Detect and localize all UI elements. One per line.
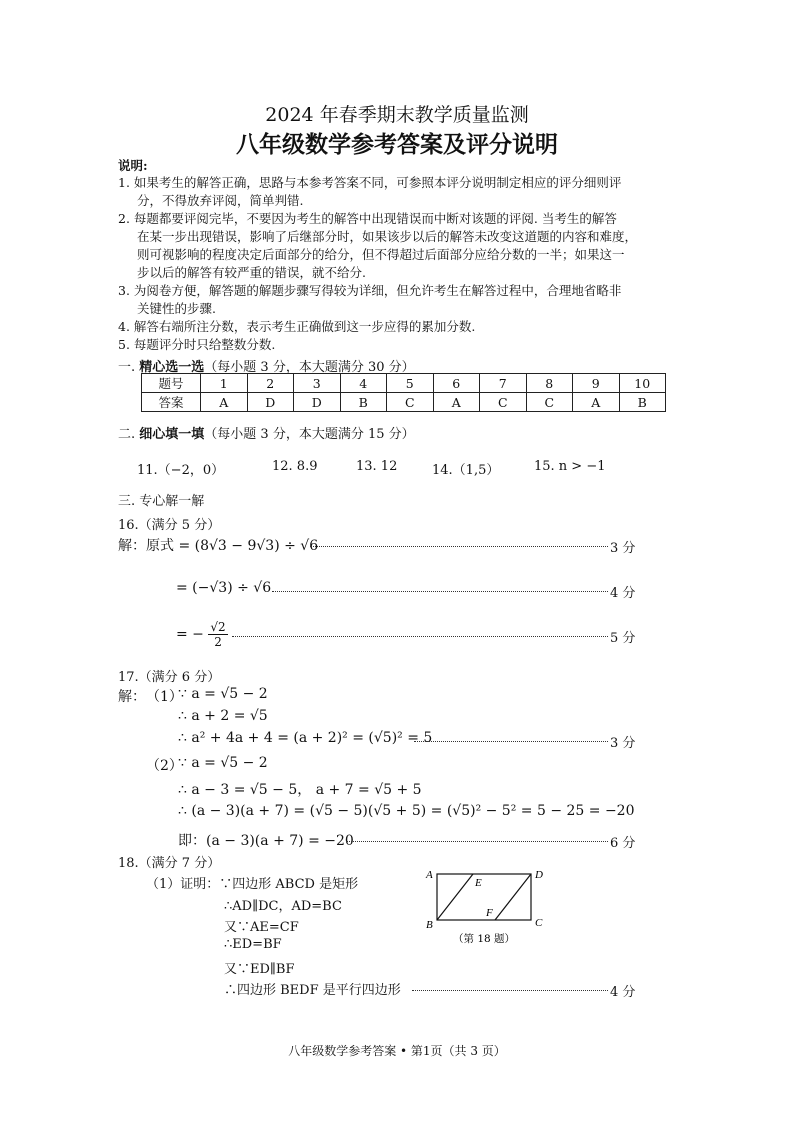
q17-p2-line1: ∵ a = √5 − 2: [178, 755, 268, 771]
exam-subtitle: 2024 年春季期末教学质量监测: [265, 104, 529, 126]
answer-cell: B: [340, 393, 387, 412]
segment-fd: [495, 874, 531, 920]
question-number: 8: [526, 374, 573, 393]
section2-title: 细心填一填: [139, 427, 205, 442]
q16-step1: [118, 535, 318, 555]
q16-expr1: (8√3 − 9√3) ÷ √6: [194, 538, 319, 554]
label-f: F: [486, 907, 493, 919]
answer-table-row-numbers: [142, 374, 666, 393]
q18-figure: [423, 866, 553, 946]
q16-head: 16.（满分 5 分）: [118, 518, 221, 533]
note-cont: 关键性的步骤.: [137, 301, 216, 316]
note-line: 2. 每题都要评阅完毕，不要因为考生的解答中出现错误而中断对该题的评阅. 当考生的解答: [118, 211, 617, 226]
notes-label: 说明:: [118, 158, 148, 173]
answer-cell: A: [433, 393, 480, 412]
q18-line1: （1）证明：∵四边形 ABCD 是矩形: [146, 877, 359, 892]
fill-answer-12: 12. 8.9: [272, 459, 318, 474]
question-number: 1: [201, 374, 248, 393]
q17-score2: 6 分: [610, 836, 636, 851]
rectangle-abcd: [437, 874, 531, 920]
note-cont: 分，不得放弃评阅，简单判错.: [137, 193, 304, 208]
section1-prefix: 一.: [118, 360, 140, 375]
question-number: 7: [480, 374, 527, 393]
q17-jie: 解：: [118, 689, 146, 705]
section2-prefix: 二.: [118, 427, 140, 442]
section3-heading: 三. 专心解一解: [118, 494, 205, 509]
q16-fraction: [208, 620, 227, 649]
leader-dots: [346, 841, 608, 842]
question-number: 5: [387, 374, 434, 393]
segment-be: [437, 874, 473, 920]
q17-p2-line4: 即：(a − 3)(a + 7) = −20: [178, 833, 354, 849]
page-footer: 八年级数学参考答案 • 第1页（共 3 页）: [288, 1044, 506, 1058]
leader-dots: [232, 636, 608, 637]
q18-line4: ∴ED=BF: [224, 937, 282, 952]
section2-heading: [118, 423, 415, 442]
q18-line3: 又∵AE=CF: [224, 920, 299, 935]
question-number: 6: [433, 374, 480, 393]
question-number: 10: [619, 374, 666, 393]
q17-p2-line3: ∴ (a − 3)(a + 7) = (√5 − 5)(√5 + 5) = (√5)² − 5² = 5 − 25 = −20: [178, 803, 635, 819]
fill-answer-11: 11.（−2，0）: [137, 463, 225, 478]
row-label-answer: 答案: [142, 393, 201, 412]
answer-cell: C: [480, 393, 527, 412]
question-number: 3: [294, 374, 341, 393]
q16-score1: 3 分: [610, 541, 636, 556]
row-label-question: 题号: [142, 374, 201, 393]
page-title: 八年级数学参考答案及评分说明: [236, 132, 558, 158]
answer-cell: D: [247, 393, 294, 412]
label-d: D: [535, 869, 543, 881]
fill-answer-14: 14.（1,5）: [432, 463, 500, 478]
answer-cell: A: [201, 393, 248, 412]
leader-dots: [310, 546, 608, 547]
q17-head: 17.（满分 6 分）: [118, 670, 221, 685]
fraction-denominator: 2: [214, 635, 222, 649]
q16-step3: [176, 620, 228, 649]
answer-table-row-answers: [142, 393, 666, 412]
answer-cell: C: [526, 393, 573, 412]
q18-score: 4 分: [610, 985, 636, 1000]
label-e: E: [475, 877, 482, 889]
note-cont: 在某一步出现错误，影响了后继部分时，如果该步以后的解答未改变这道题的内容和难度，: [137, 229, 638, 244]
answer-cell: B: [619, 393, 666, 412]
q17-p1-line3: ∴ a² + 4a + 4 = (a + 2)² = (√5)² = 5: [178, 730, 433, 746]
section1-title: 精心选一选: [139, 360, 205, 375]
note-line: 1. 如果考生的解答正确，思路与本参考答案不同，可参照本评分说明制定相应的评分细则评: [118, 175, 622, 190]
q16-jie: 解：原式 =: [118, 538, 191, 554]
fraction-numerator: √2: [210, 620, 226, 634]
q17-part2-label: （2）: [146, 758, 183, 774]
q18-line6: ∴四边形 BEDF 是平行四边形: [224, 983, 401, 998]
note-line: 4. 解答右端所注分数，表示考生正确做到这一步应得的累加分数.: [118, 319, 476, 334]
q16-score2: 4 分: [610, 586, 636, 601]
q18-head: 18.（满分 7 分）: [118, 856, 221, 871]
section2-note: （每小题 3 分，本大题满分 15 分）: [204, 427, 415, 442]
q18-line2: ∴AD∥DC，AD=BC: [224, 899, 342, 914]
fill-answer-15: 15. n > −1: [534, 459, 606, 474]
answer-cell: D: [294, 393, 341, 412]
note-cont: 则可视影响的程度决定后面部分的给分，但不得超过后面部分应给分数的一半；如果这一: [137, 247, 625, 262]
leader-dots: [412, 990, 608, 991]
note-line: 5. 每题评分时只给整数分数.: [118, 337, 276, 352]
q17-p1-line1: ∵ a = √5 − 2: [178, 686, 268, 702]
note-item-2: [118, 210, 637, 282]
note-line: 3. 为阅卷方便，解答题的解题步骤写得较为详细，但允许考生在解答过程中，合理地省略非: [118, 283, 622, 298]
note-item-4: [118, 318, 475, 336]
q17-score1: 3 分: [610, 736, 636, 751]
label-a: A: [426, 869, 433, 881]
note-cont: 步以后的解答有较严重的错误，就不给分.: [137, 265, 366, 280]
q17-part1-label: （1）: [146, 689, 183, 705]
q18-line5: 又∵ED∥BF: [224, 962, 295, 977]
figure-caption: （第 18 题）: [453, 933, 516, 945]
q17-p2-line2: ∴ a − 3 = √5 − 5， a + 7 = √5 + 5: [178, 782, 422, 798]
q17-p1-line2: ∴ a + 2 = √5: [178, 708, 268, 724]
section1-note: （每小题 3 分，本大题满分 30 分）: [204, 360, 415, 375]
q16-expr3-prefix: = −: [176, 626, 204, 643]
question-number: 4: [340, 374, 387, 393]
fill-answer-13: 13. 12: [356, 459, 398, 474]
question-number: 2: [247, 374, 294, 393]
label-c: C: [535, 917, 543, 929]
label-b: B: [426, 919, 433, 931]
leader-dots: [272, 591, 608, 592]
note-item-5: [118, 336, 275, 354]
q16-step2: = (−√3) ÷ √6: [176, 580, 272, 596]
answer-table: [141, 373, 666, 412]
answer-cell: C: [387, 393, 434, 412]
answer-cell: A: [573, 393, 620, 412]
note-item-1: [118, 174, 621, 210]
question-number: 9: [573, 374, 620, 393]
leader-dots: [414, 741, 608, 742]
note-item-3: [118, 282, 621, 318]
q16-score3: 5 分: [610, 631, 636, 646]
